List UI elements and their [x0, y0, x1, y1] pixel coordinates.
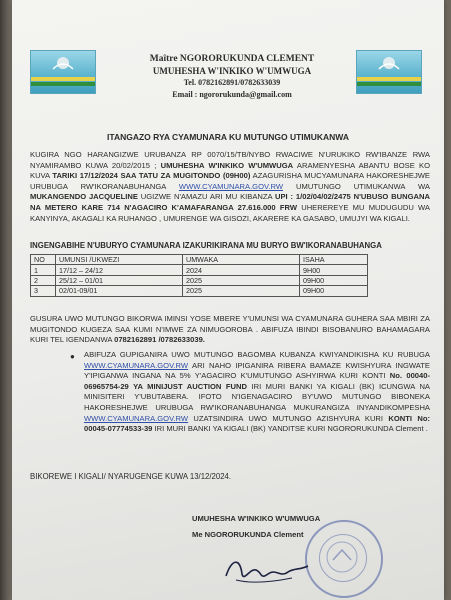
bidding-info-paragraph: ABIFUZA GUPIGANIRA UWO MUTUNGO BAGOMBA KUBANZA KWIYANDIKISHA KU RUBUGA WWW.CYAMUNARA.GOV.RW ARI NAHO IPIGANIRA RIBERA BAMAZE KWISHYURA INGWATE Y'IPIGANWA INGANA NA 5% Y'AGACIRO K'UMUTUNGO ASHYIRWA KURI KONTI No. 00040-06965754-29 YA MINIJUST AUCTION FUND IRI MURI BANKI YA KIGALI (BK) ICUNGWA NA MINISITERI Y'UBUTABERA. IFOTO N'IGENAGACIRO BY'UWO MUTUNGO BIBONEKA HAKORESHEJWE URUBUGA RW'IKORANABUHANGA MUKURANGIZA INYANDIKOMPESHA WWW.CYAMUNARA.GOV.RW UZATSINDIRA UWO MUTUNGO AZISHYURA KURI KONTI No: 00045-07774533-39 IRI MURI BANKI YA KIGALI (BK) YANDITSE KURI NGORORUKUNDA Clement . — [84, 350, 430, 434]
header-email: Email : ngororukunda@gmail.com — [172, 90, 292, 99]
header-name: Maître NGORORUKUNDA CLEMENT — [149, 54, 315, 64]
col-header-date: UMUNSI /UKWEZI — [56, 255, 183, 265]
table-row: 3 02/01-09/01 2025 09H00 — [31, 286, 368, 296]
table-header-row — [31, 255, 368, 265]
auction-notice-paragraph: KUGIRA NGO HARANGIZWE URUBANZA RP 0070/15/TB/NYBO RWACIWE N'URUKIKO RW'IBANZE RWA NYAMIRAMBO KUWA 20/02/2015 ; UMUHESHA W'INKIKO W'UMWUGA ARAMENYESHA ABANTU BOSE KO KUVA TARIKI 17/12/2024 SAA TATU ZA MUGITONDO (09H00) AZAGURISHA MUCYAMUNARA HAKORESHEJWE URUBUGA RW'IKORANABUHANGA WWW.CYAMUNARA.GOV.RW UMUTUNGO UTIMUKANWA WA MUKANGENDO JACQUELINE UGIZWE N'AMAZU ARI MU KIBANZA UPI : 1/02/04/02/2475 N'UBUSO BUNGANA NA METERO KARE 714 N'AGACIRO K'AMAFARANGA 27.616.000 FRW UHEREREYE MU MUDUGUDU WA KANYINYA, AKAGALI KA RUHANGO , UMURENGE WA GISOZI, AKARERE KA GASABO, UMUJYI WA KIGALI. — [30, 150, 431, 223]
bullet-icon: ● — [70, 352, 75, 361]
header-title: UMUHESHA W'INKIKO W'UMWUGA — [152, 66, 312, 76]
cyamunara-link-3[interactable]: WWW.CYAMUNARA.GOV.RW — [84, 413, 189, 423]
place-date: BIKOREWE I KIGALI/ NYARUGENGE KUWA 13/12/2024. — [30, 472, 232, 481]
handwritten-signature-icon — [222, 548, 312, 588]
cyamunara-link-2[interactable]: WWW.CYAMUNARA.GOV.RW — [84, 360, 189, 370]
col-header-year: UMWAKA — [183, 255, 300, 265]
document-page — [12, 0, 444, 600]
header-tel: Tel. 0782162891/0782633039 — [183, 78, 281, 87]
official-stamp-icon — [305, 520, 383, 598]
col-header-no: NO — [31, 255, 56, 265]
table-row: 2 25/12 – 01/01 2025 09H00 — [31, 275, 368, 285]
cyamunara-link[interactable]: WWW.CYAMUNARA.GOV.RW — [178, 181, 283, 191]
schedule-heading: INGENGABIHE N'UBURYO CYAMUNARA IZAKURIKIRANA MU BURYO BW'IKORANABUHANGA — [30, 241, 382, 250]
coat-of-arms-left-icon — [30, 50, 96, 94]
document-title: ITANGAZO RYA CYAMUNARA KU MUTUNGO UTIMUKANWA — [107, 132, 349, 142]
signatory-name: Me NGORORUKUNDA Clement — [192, 530, 304, 539]
coat-of-arms-right-icon — [356, 50, 422, 94]
visit-info-paragraph: GUSURA UWO MUTUNGO BIKORWA IMINSI YOSE MBERE Y'UMUNSI WA CYAMUNARA GUHERA SAA MBIRI ZA MUGITONDO KUGEZA SAA KUMI N'IMWE ZA NIMUGOROBA . ABIFUZA IBINDI BISOBANURO BAHAMAGARA KURI TEL IGENDANWA 0782162891 /0782633039. — [30, 314, 430, 345]
col-header-time: ISAHA — [300, 255, 368, 265]
schedule-table — [30, 254, 368, 297]
table-row: 1 17/12 – 24/12 2024 9H00 — [31, 265, 368, 275]
signatory-title: UMUHESHA W'INKIKO W'UMWUGA — [192, 514, 321, 523]
